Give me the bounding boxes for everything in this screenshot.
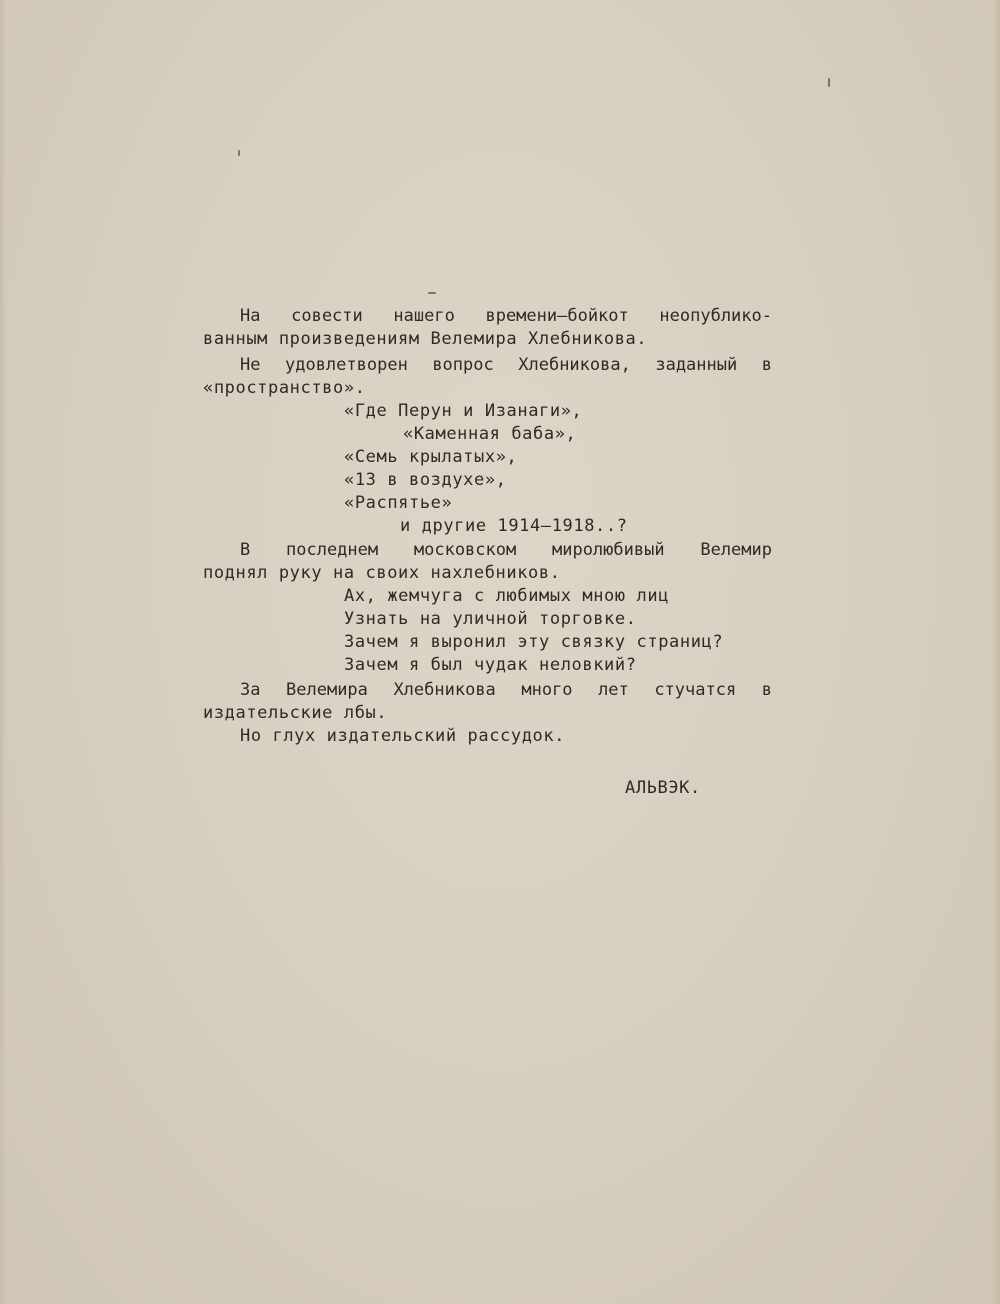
paragraph-4-line-1: За Велемира Хлебникова много лет стучатся в xyxy=(240,680,772,700)
paragraph-3-line-2: поднял руку на своих нахлебников. xyxy=(203,563,561,583)
paper-speck xyxy=(828,78,830,87)
title-line: «Семь крылатых», xyxy=(344,447,518,467)
page-edge-right xyxy=(992,0,1000,1304)
page-edge-left xyxy=(0,0,6,1304)
poem-line: Зачем я выронил эту связку страниц? xyxy=(344,632,724,652)
title-line: и другие 1914—1918..? xyxy=(400,516,628,536)
paper-speck xyxy=(238,150,240,156)
paragraph-5: Но глух издательский рассудок. xyxy=(240,726,566,746)
title-line: «13 в воздухе», xyxy=(344,470,507,490)
paragraph-1-line-1: На совести нашего времени—бойкот неопублико- xyxy=(240,306,772,326)
paragraph-4-line-2: издательские лбы. xyxy=(203,703,388,723)
paragraph-3-line-1: В последнем московском миролюбивый Велемир xyxy=(240,540,772,560)
title-line: «Каменная баба», xyxy=(403,424,577,444)
signature: АЛЬВЭК. xyxy=(625,778,701,798)
paper-speck xyxy=(428,292,436,294)
poem-line: Узнать на уличной торговке. xyxy=(344,609,637,629)
paragraph-2-line-1: Не удовлетворен вопрос Хлебникова, заданный в xyxy=(240,355,772,375)
poem-line: Зачем я был чудак неловкий? xyxy=(344,655,637,675)
poem-line: Ах, жемчуга с любимых мною лиц xyxy=(344,586,670,606)
paragraph-1-line-2: ванным произведениям Велемира Хлебникова. xyxy=(203,329,648,349)
title-line: «Где Перун и Изанаги», xyxy=(344,401,583,421)
paragraph-2-line-2: «пространство». xyxy=(203,378,366,398)
title-line: «Распятье» xyxy=(344,493,453,513)
